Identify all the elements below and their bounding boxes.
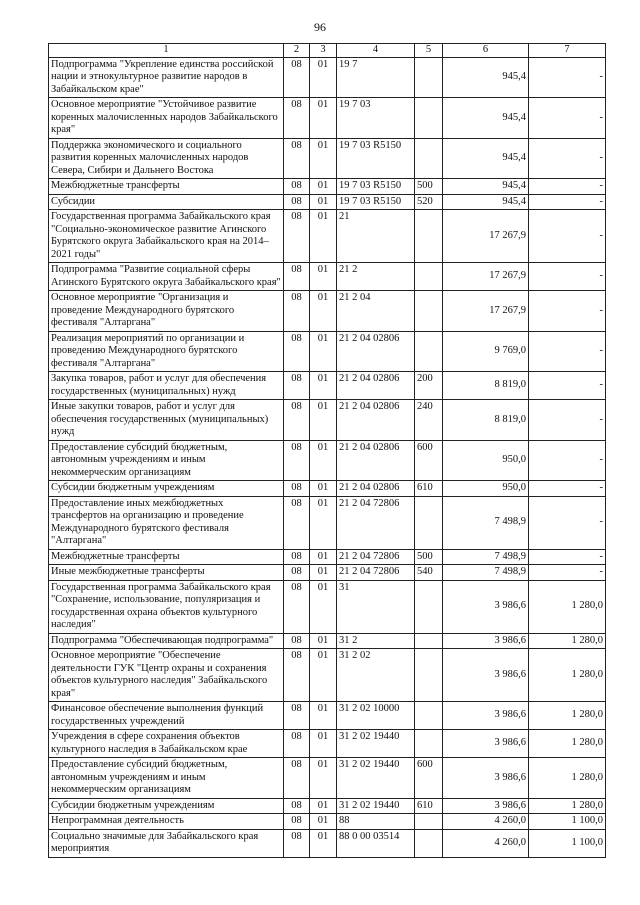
row-name: Предоставление субсидий бюджетным, автономным учреждениям и иным некоммерческим организациям [49,758,284,799]
table-row [49,481,606,497]
row-section: 08 [284,400,310,441]
row-target-code: 31 2 02 19440 [337,730,415,758]
table-row [49,633,606,649]
row-amount-2: 1 280,0 [529,633,606,649]
header-col-4: 4 [337,44,415,58]
row-target-code: 31 2 [337,633,415,649]
row-expense-type [415,633,443,649]
row-amount-1: 950,0 [443,481,529,497]
budget-table [48,43,606,858]
row-section: 08 [284,814,310,830]
row-amount-1: 8 819,0 [443,400,529,441]
row-target-code: 31 2 02 [337,649,415,702]
row-subsection: 01 [310,814,337,830]
row-amount-2: - [529,549,606,565]
row-section: 08 [284,440,310,481]
table-row [49,194,606,210]
row-expense-type: 520 [415,194,443,210]
row-expense-type [415,57,443,98]
row-subsection: 01 [310,400,337,441]
row-subsection: 01 [310,496,337,549]
row-expense-type [415,291,443,332]
table-row [49,496,606,549]
row-expense-type [415,98,443,139]
row-name: Подпрограмма "Укрепление единства российской нации и этнокультурное развитие народов в Забайкальском крае" [49,57,284,98]
header-row [49,44,606,58]
row-amount-1: 7 498,9 [443,565,529,581]
row-amount-2: - [529,331,606,372]
row-subsection: 01 [310,549,337,565]
row-section: 08 [284,758,310,799]
header-col-1: 1 [49,44,284,58]
row-section: 08 [284,649,310,702]
row-amount-2: 1 280,0 [529,580,606,633]
table-row [49,798,606,814]
header-col-5: 5 [415,44,443,58]
row-amount-2: 1 100,0 [529,814,606,830]
table-row [49,440,606,481]
row-section: 08 [284,481,310,497]
row-amount-2: 1 280,0 [529,758,606,799]
row-amount-1: 3 986,6 [443,702,529,730]
row-target-code: 19 7 03 [337,98,415,139]
row-section: 08 [284,372,310,400]
row-amount-2: - [529,440,606,481]
row-name: Субсидии [49,194,284,210]
row-amount-2: 1 100,0 [529,829,606,857]
row-amount-1: 950,0 [443,440,529,481]
row-name: Подпрограмма "Обеспечивающая подпрограмма" [49,633,284,649]
row-subsection: 01 [310,179,337,195]
row-subsection: 01 [310,440,337,481]
row-amount-1: 945,4 [443,98,529,139]
table-row [49,263,606,291]
table-row [49,829,606,857]
row-target-code: 21 [337,210,415,263]
row-section: 08 [284,829,310,857]
table-row [49,57,606,98]
row-target-code: 19 7 [337,57,415,98]
row-name: Межбюджетные трансферты [49,179,284,195]
row-expense-type: 200 [415,372,443,400]
row-target-code: 88 [337,814,415,830]
row-amount-1: 17 267,9 [443,263,529,291]
row-target-code: 21 2 [337,263,415,291]
row-subsection: 01 [310,730,337,758]
table-row [49,179,606,195]
row-section: 08 [284,57,310,98]
table-row [49,565,606,581]
row-target-code: 31 2 02 19440 [337,798,415,814]
row-expense-type [415,210,443,263]
row-section: 08 [284,331,310,372]
row-name: Реализация мероприятий по организации и проведению Международного бурятского фестиваля "Алтаргана" [49,331,284,372]
row-expense-type [415,702,443,730]
row-subsection: 01 [310,291,337,332]
row-expense-type: 600 [415,440,443,481]
row-section: 08 [284,549,310,565]
row-expense-type: 610 [415,481,443,497]
row-amount-1: 945,4 [443,194,529,210]
row-name: Социально значимые для Забайкальского края мероприятия [49,829,284,857]
row-target-code: 19 7 03 R5150 [337,138,415,179]
row-subsection: 01 [310,633,337,649]
table-row [49,549,606,565]
row-amount-2: - [529,291,606,332]
table-row [49,702,606,730]
row-name: Иные закупки товаров, работ и услуг для обеспечения государственных (муниципальных) нужд [49,400,284,441]
row-name: Межбюджетные трансферты [49,549,284,565]
row-section: 08 [284,194,310,210]
row-subsection: 01 [310,98,337,139]
row-amount-2: - [529,179,606,195]
row-amount-1: 945,4 [443,57,529,98]
row-amount-1: 945,4 [443,138,529,179]
row-amount-1: 3 986,6 [443,633,529,649]
row-subsection: 01 [310,829,337,857]
row-target-code: 21 2 04 02806 [337,400,415,441]
row-subsection: 01 [310,57,337,98]
row-target-code: 19 7 03 R5150 [337,194,415,210]
row-section: 08 [284,263,310,291]
row-expense-type: 240 [415,400,443,441]
row-amount-2: 1 280,0 [529,649,606,702]
row-amount-1: 945,4 [443,179,529,195]
row-subsection: 01 [310,372,337,400]
row-name: Учреждения в сфере сохранения объектов культурного наследия в Забайкальском крае [49,730,284,758]
row-target-code: 21 2 04 [337,291,415,332]
table-row [49,730,606,758]
row-subsection: 01 [310,263,337,291]
header-col-3: 3 [310,44,337,58]
row-target-code: 21 2 04 72806 [337,496,415,549]
row-section: 08 [284,210,310,263]
row-amount-1: 4 260,0 [443,814,529,830]
row-expense-type: 500 [415,179,443,195]
row-name: Субсидии бюджетным учреждениям [49,798,284,814]
row-expense-type: 500 [415,549,443,565]
row-name: Субсидии бюджетным учреждениям [49,481,284,497]
table-row [49,138,606,179]
row-name: Предоставление субсидий бюджетным, автономным учреждениям и иным некоммерческим организациям [49,440,284,481]
row-section: 08 [284,633,310,649]
row-amount-1: 17 267,9 [443,291,529,332]
row-expense-type [415,580,443,633]
row-subsection: 01 [310,702,337,730]
row-target-code: 88 0 00 03514 [337,829,415,857]
row-expense-type [415,649,443,702]
row-subsection: 01 [310,649,337,702]
row-subsection: 01 [310,798,337,814]
row-amount-1: 8 819,0 [443,372,529,400]
row-target-code: 19 7 03 R5150 [337,179,415,195]
row-section: 08 [284,496,310,549]
row-section: 08 [284,179,310,195]
row-amount-1: 7 498,9 [443,496,529,549]
row-amount-2: - [529,98,606,139]
row-section: 08 [284,730,310,758]
table-row [49,98,606,139]
row-name: Поддержка экономического и социального развития коренных малочисленных народов Севера, Сибири и Дальнего Востока [49,138,284,179]
row-expense-type [415,263,443,291]
row-name: Иные межбюджетные трансферты [49,565,284,581]
row-subsection: 01 [310,138,337,179]
row-subsection: 01 [310,194,337,210]
row-target-code: 31 2 02 10000 [337,702,415,730]
row-section: 08 [284,702,310,730]
row-name: Закупка товаров, работ и услуг для обеспечения государственных (муниципальных) нужд [49,372,284,400]
row-amount-2: - [529,263,606,291]
row-expense-type [415,496,443,549]
row-amount-1: 9 769,0 [443,331,529,372]
table-row [49,372,606,400]
row-amount-2: 1 280,0 [529,730,606,758]
table-row [49,814,606,830]
row-name: Предоставление иных межбюджетных трансфертов на организацию и проведение Международного бурятского фестиваля "Алтаргана" [49,496,284,549]
row-amount-1: 7 498,9 [443,549,529,565]
row-amount-2: - [529,372,606,400]
row-name: Основное мероприятие "Обеспечение деятельности ГУК "Центр охраны и сохранения объектов культурного наследия" Забайкальского края" [49,649,284,702]
row-amount-2: - [529,138,606,179]
header-col-7: 7 [529,44,606,58]
row-subsection: 01 [310,758,337,799]
row-name: Государственная программа Забайкальского края "Социально-экономическое развитие Агинского Бурятского округа Забайкальского края на 2014–2021 годы" [49,210,284,263]
row-expense-type: 610 [415,798,443,814]
row-amount-1: 4 260,0 [443,829,529,857]
row-subsection: 01 [310,481,337,497]
row-amount-2: - [529,210,606,263]
row-section: 08 [284,291,310,332]
row-subsection: 01 [310,210,337,263]
table-body [49,57,606,857]
table-row [49,400,606,441]
row-target-code: 31 2 02 19440 [337,758,415,799]
row-amount-1: 3 986,6 [443,580,529,633]
table-row [49,291,606,332]
row-name: Подпрограмма "Развитие социальной сферы Агинского Бурятского округа Забайкальского края" [49,263,284,291]
row-section: 08 [284,580,310,633]
row-name: Непрограммная деятельность [49,814,284,830]
row-amount-2: - [529,565,606,581]
row-expense-type [415,829,443,857]
row-amount-1: 3 986,6 [443,649,529,702]
table-row [49,580,606,633]
row-target-code: 31 [337,580,415,633]
page-number: 96 [314,20,326,34]
row-name: Финансовое обеспечение выполнения функций государственных учреждений [49,702,284,730]
row-amount-1: 3 986,6 [443,730,529,758]
row-amount-2: - [529,496,606,549]
row-expense-type [415,730,443,758]
row-target-code: 21 2 04 72806 [337,565,415,581]
row-target-code: 21 2 04 02806 [337,481,415,497]
row-expense-type [415,138,443,179]
row-expense-type: 540 [415,565,443,581]
row-target-code: 21 2 04 02806 [337,372,415,400]
row-target-code: 21 2 04 72806 [337,549,415,565]
row-amount-2: - [529,481,606,497]
row-amount-1: 17 267,9 [443,210,529,263]
row-name: Основное мероприятие "Организация и проведение Международного бурятского фестиваля "Алтаргана" [49,291,284,332]
row-expense-type: 600 [415,758,443,799]
row-target-code: 21 2 04 02806 [337,440,415,481]
table-row [49,331,606,372]
row-amount-1: 3 986,6 [443,758,529,799]
row-amount-1: 3 986,6 [443,798,529,814]
table-row [49,649,606,702]
row-name: Государственная программа Забайкальского края "Сохранение, использование, популяризация и государственная охрана объектов культурного наследия" [49,580,284,633]
table-row [49,758,606,799]
row-amount-2: - [529,57,606,98]
row-expense-type [415,331,443,372]
table-row [49,210,606,263]
row-target-code: 21 2 04 02806 [337,331,415,372]
row-subsection: 01 [310,580,337,633]
row-subsection: 01 [310,565,337,581]
row-section: 08 [284,138,310,179]
row-amount-2: 1 280,0 [529,798,606,814]
row-amount-2: 1 280,0 [529,702,606,730]
row-subsection: 01 [310,331,337,372]
header-col-6: 6 [443,44,529,58]
row-amount-2: - [529,400,606,441]
row-section: 08 [284,98,310,139]
header-col-2: 2 [284,44,310,58]
row-expense-type [415,814,443,830]
row-name: Основное мероприятие "Устойчивое развитие коренных малочисленных народов Забайкальского края" [49,98,284,139]
row-section: 08 [284,565,310,581]
row-section: 08 [284,798,310,814]
row-amount-2: - [529,194,606,210]
